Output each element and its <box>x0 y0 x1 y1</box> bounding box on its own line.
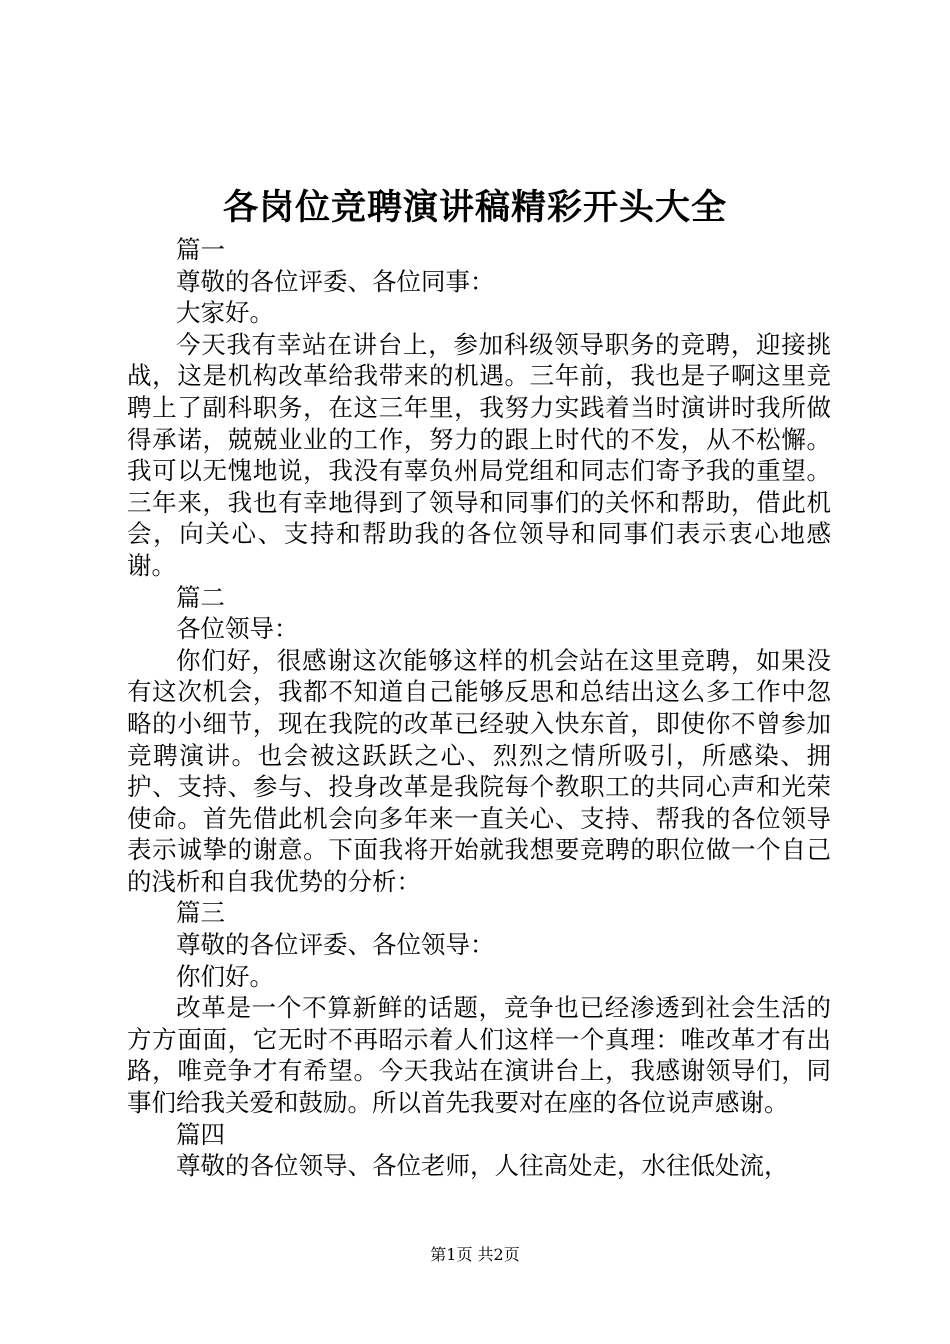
document-title: 各岗位竞聘演讲稿精彩开头大全 <box>222 187 727 228</box>
section-heading: 篇二 <box>176 582 225 612</box>
section-heading: 篇三 <box>176 898 225 928</box>
body-paragraph: 你们好，很感谢这次能够这样的机会站在这里竞聘，如果没有这次机会，我都不知道自己能够反思和总结出这么多工作中忽略的小细节，现在我院的改革已经驶入快东首，即使你不曾参加竞聘演讲。也会被这跃跃之心、烈烈之情所吸引，所感染、拥护、支持、参与、投身改革是我院每个教职工的共同心声和光荣使命。首先借此机会向多年来一直关心、支持、帮我的各位领导表示诚挚的谢意。下面我将开始就我想要竞聘的职位做一个自己的浅析和自我优势的分析： <box>127 645 831 896</box>
section-heading: 篇一 <box>176 235 225 264</box>
salutation: 各位领导： <box>176 614 299 644</box>
section-heading: 篇四 <box>176 1119 225 1149</box>
greeting: 你们好。 <box>176 961 274 991</box>
page-footer: 第1页 共2页 <box>430 1245 520 1264</box>
greeting: 大家好。 <box>176 298 274 328</box>
body-paragraph: 尊敬的各位领导、各位老师，人往高处走，水往低处流， <box>176 1151 789 1181</box>
document-body <box>127 234 831 1182</box>
body-paragraph: 改革是一个不算新鲜的话题，竞争也已经渗透到社会生活的方方面面，它无时不再昭示着人们这样一个真理：唯改革才有出路，唯竞争才有希望。今天我站在演讲台上，我感谢领导们，同事们给我关爱和鼓励。所以首先我要对在座的各位说声感谢。 <box>127 993 831 1118</box>
salutation: 尊敬的各位评委、各位同事： <box>176 266 495 296</box>
salutation: 尊敬的各位评委、各位领导： <box>176 930 495 960</box>
body-paragraph: 今天我有幸站在讲台上，参加科级领导职务的竞聘，迎接挑战，这是机构改革给我带来的机遇。三年前，我也是子啊这里竞聘上了副科职务，在这三年里，我努力实践着当时演讲时我所做得承诺，兢兢业业的工作，努力的跟上时代的不发，从不松懈。我可以无愧地说，我没有辜负州局党组和同志们寄予我的重望。三年来，我也有幸地得到了领导和同事们的关怀和帮助，借此机会，向关心、支持和帮助我的各位领导和同事们表示衷心地感谢。 <box>127 329 831 580</box>
